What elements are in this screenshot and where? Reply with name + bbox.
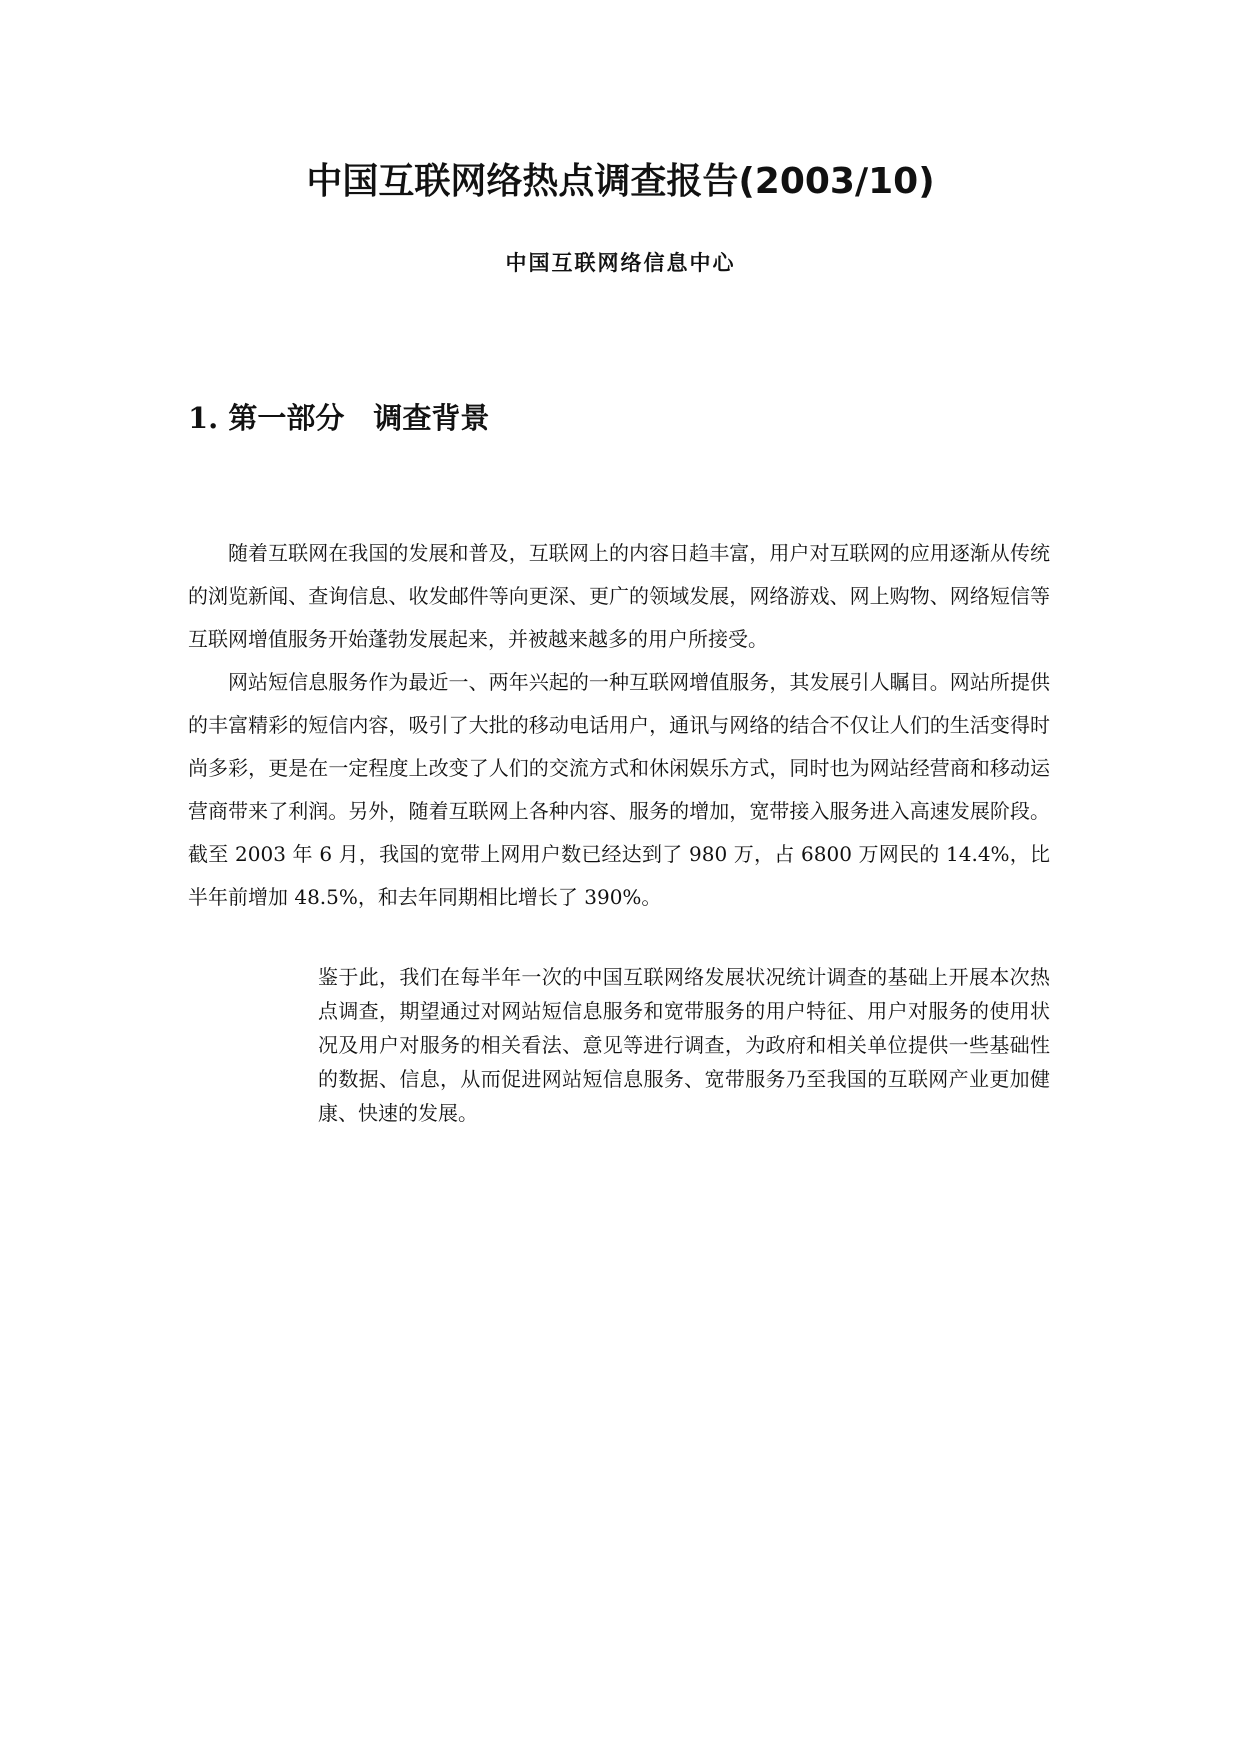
body-text <box>188 532 1050 919</box>
paragraph: 网站短信息服务作为最近一、两年兴起的一种互联网增值服务，其发展引人瞩目。网站所提供的丰富精彩的短信内容，吸引了大批的移动电话用户，通讯与网络的结合不仅让人们的生活变得时尚多彩，更是在一定程度上改变了人们的交流方式和休闲娱乐方式，同时也为网站经营商和移动运营商带来了利润。另外，随着互联网上各种内容、服务的增加，宽带接入服务进入高速发展阶段。截至 2003 年 6 月，我国的宽带上网用户数已经达到了 980 万，占 6800 万网民的 14.4%，比半年前增加 48.5%，和去年同期相比增长了 390%。 <box>188 670 1050 909</box>
section-title: 第一部分 调查背景 <box>228 401 490 435</box>
closing-paragraph-block <box>318 960 1050 1130</box>
section-heading <box>188 398 489 438</box>
section-number: 1. <box>188 401 219 435</box>
document-title: 中国互联网络热点调查报告(2003/10) <box>306 161 935 202</box>
closing-paragraph: 鉴于此，我们在每半年一次的中国互联网络发展状况统计调查的基础上开展本次热点调查，期望通过对网站短信息服务和宽带服务的用户特征、用户对服务的使用状况及用户对服务的相关看法、意见等进行调查，为政府和相关单位提供一些基础性的数据、信息，从而促进网站短信息服务、宽带服务乃至我国的互联网产业更加健康、快速的发展。 <box>318 965 1050 1125</box>
paragraph: 随着互联网在我国的发展和普及，互联网上的内容日趋丰富，用户对互联网的应用逐渐从传统的浏览新闻、查询信息、收发邮件等向更深、更广的领域发展，网络游戏、网上购物、网络短信等互联网增值服务开始蓬勃发展起来，并被越来越多的用户所接受。 <box>188 541 1050 651</box>
document-author: 中国互联网络信息中心 <box>505 251 736 275</box>
